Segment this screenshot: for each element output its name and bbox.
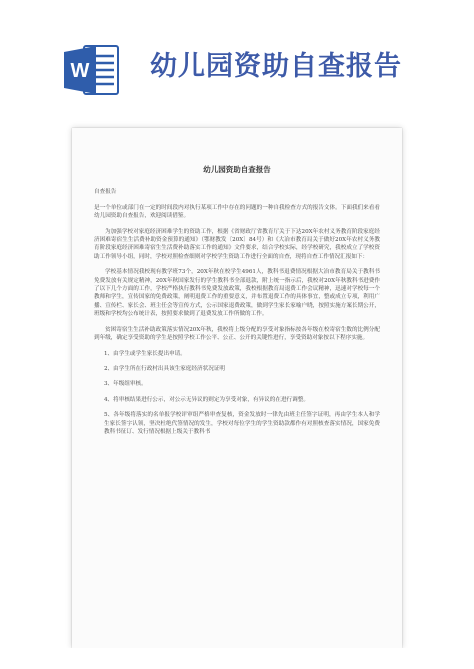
- document-page: [72, 128, 402, 648]
- document-body: [94, 166, 380, 443]
- document-title: 幼儿园资助自查报告: [203, 165, 271, 174]
- paragraph-basic-info: 学校基本情况我校现有教学班73个，20X年秋在校学生4961人，教科书退费情况根据大冶市教育局关于教科书免费发放有关规定精神，20X年秋国家发行的学生教科书全部退款，附上统一指示后，我校对20X年秋教科书进费作了以下几个方面的工作，学校严格执行教科书免费发放政策，我校根据教育局退费工作会议精神，迅速对学校每一个教师和学生，宣传国家的免费政策，阐明退费工作的重要意义，并布置退费工作的具体事宜，整或成立专项，利用广播、宣传栏、家长会、班主任会等宣传方式，公示国家退费政策，做到学生家长家喻户晓，按照实施方案长期公开，班级和学校均公布统计表，按照要求做到了退费发放工作所做的工作。: [94, 269, 380, 318]
- paragraph-subsidy-policy: 贫困寄宿生生活补助政策落实情况20X年秋，我校将上级分配的享受对象指标按各年级在校寄宿生数的比例分配到年级，确定享受资助的学生是按照学校工作公平、公正、公开的关键性进行，享受资助对象按以下程序实施。: [94, 326, 380, 342]
- procedure-step-2: 2、由学生所在行政村出具该生家庭经济状况证明: [104, 365, 226, 372]
- paragraph-intro: 是一个单位或部门在一定的时间段内对执行某项工作中存在的问题的一种自我检查方式的报告文体。下面我们来看看幼儿园资助自查报告，欢迎阅读借鉴。: [94, 204, 380, 220]
- document-header: [0, 0, 474, 120]
- logo-letter: W: [70, 60, 90, 82]
- page-title: 幼儿园资助自查报告: [150, 51, 402, 82]
- procedure-step-5: 5、各年级将落实的名单报学校评审组严格审查复核，资金发放时一律先由班主任签字证明，再由学生本人和学生家长签字认领，坚决杜绝代签情况的发生，学校对每位学生的学生资助款都作有对照核查落实情况，国家免费教科书征订、发行情况根据上级关于教科书: [104, 412, 380, 435]
- procedure-step-3: 3、年级组审核。: [104, 381, 147, 388]
- procedure-step-4: 4、将审核结果进行公示，对公示无异议的则定为享受对象，有异议的在进行调整。: [104, 396, 309, 403]
- paragraph-background: 为加强学校对家庭经济困难学生的资助工作，根据《省财政厅省教育厅关于下达20X年农村义务教育阶段家庭经济困难寄宿生生活费补助资金预算的通知》（鄂财教发〔20X〕84号）和《大冶市教育局关于做好20X年农村义务教育阶段家庭经济困难寄宿生生活费补助落实工作的通知》文件要求，结合学校实际，经学校研究，我校成立了学校资助工作领导小组，同时，学校对照检查细则对学校学生资助工作进行全面的自查，现将自查工作情况汇报如下：: [94, 228, 380, 260]
- procedure-step-1: 1、由学生或学生家长提出申请。: [104, 350, 186, 357]
- footer-band: [0, 648, 474, 669]
- paragraph-heading: 自查报告: [94, 189, 117, 196]
- word-document-icon: [62, 40, 122, 100]
